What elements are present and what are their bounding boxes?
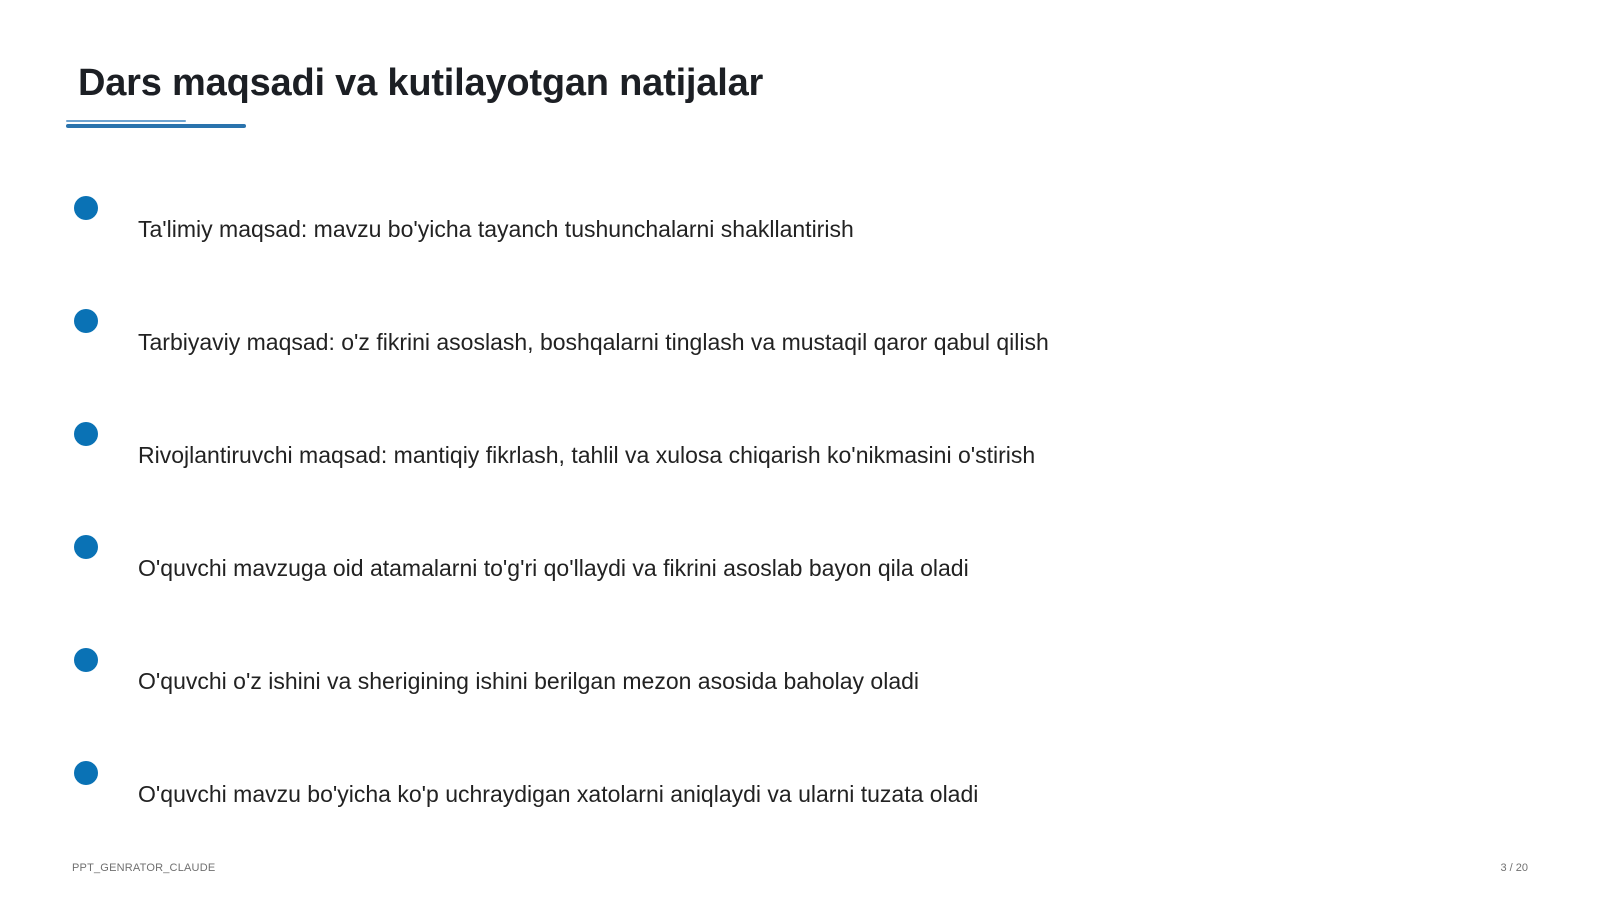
- list-item: [0, 309, 1600, 389]
- list-item: [0, 422, 1600, 502]
- bullet-text: O'quvchi mavzuga oid atamalarni to'g'ri qo'llaydi va fikrini asoslab bayon qila oladi: [138, 555, 969, 581]
- list-item: [0, 535, 1600, 615]
- bullet-dot-icon: [74, 196, 98, 220]
- bullet-text: Ta'limiy maqsad: mavzu bo'yicha tayanch tushunchalarni shakllantirish: [138, 216, 854, 242]
- list-item: [0, 761, 1600, 841]
- bullet-dot-icon: [74, 648, 98, 672]
- slide-title: Dars maqsadi va kutilayotgan natijalar: [78, 62, 764, 104]
- list-item: [0, 648, 1600, 728]
- bullet-text: O'quvchi o'z ishini va sherigining ishini berilgan mezon asosida baholay oladi: [138, 668, 920, 694]
- bullet-dot-icon: [74, 422, 98, 446]
- bullet-dot-icon: [74, 761, 98, 785]
- bullet-dot-icon: [74, 309, 98, 333]
- page-number: 3 / 20: [1500, 862, 1528, 874]
- bullet-text: O'quvchi mavzu bo'yicha ko'p uchraydigan xatolarni aniqlaydi va ularni tuzata oladi: [138, 781, 979, 807]
- bullet-dot-icon: [74, 535, 98, 559]
- bullet-text: Tarbiyaviy maqsad: o'z fikrini asoslash, boshqalarni tinglash va mustaqil qaror qabul qilish: [138, 329, 1049, 355]
- footer-source: PPT_GENRATOR_CLAUDE: [72, 862, 216, 874]
- bullet-text: Rivojlantiruvchi maqsad: mantiqiy fikrlash, tahlil va xulosa chiqarish ko'nikmasini o'stirish: [138, 442, 1036, 468]
- list-item: [0, 196, 1600, 276]
